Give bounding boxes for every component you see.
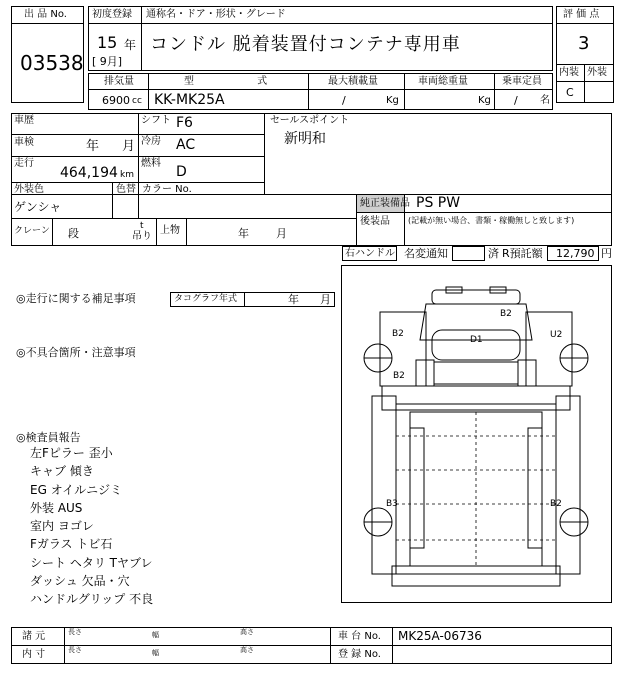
recycle-label: R預託額: [502, 247, 543, 260]
inspector-report-label: ◎検査員報告: [16, 431, 81, 444]
cc-unit: cc: [132, 96, 142, 106]
first-registration-label: 初度登録: [92, 9, 132, 20]
inspector-item: EG オイルニジミ: [30, 483, 123, 497]
steering-position: 右ハンドル: [345, 248, 395, 259]
inspector-item: ダッシュ 欠品・穴: [30, 574, 130, 588]
exterior-grade-label: 外装: [587, 67, 607, 78]
right-rail: [528, 428, 542, 548]
capacity-unit: 名: [540, 95, 550, 106]
max-load-unit: Kg: [386, 95, 399, 106]
km-unit: km: [120, 170, 134, 180]
year-unit: 年: [124, 38, 137, 52]
mark-b2-right: B2: [550, 499, 562, 509]
sales-point-text: 新明和: [284, 131, 326, 147]
mark-b2-top: B2: [500, 309, 512, 319]
mark-b2-left-lower: B2: [393, 371, 405, 381]
color-change-label: 色替: [116, 184, 136, 195]
option-list: PS PW: [416, 195, 461, 211]
max-load-label: 最大積載量: [328, 76, 378, 87]
inspector-item: 室内 ヨゴレ: [30, 519, 94, 533]
length-label: 長さ: [68, 628, 82, 636]
tachograph-year-unit: 年: [288, 293, 299, 306]
tachograph-month-unit: 月: [320, 293, 331, 306]
recycle-amount: 12,790: [556, 247, 595, 260]
option-label: 純正装備品: [360, 198, 410, 209]
cab-rear: [382, 386, 570, 410]
inspection-year-unit: 年: [86, 139, 100, 154]
height-label: 高さ: [240, 628, 254, 636]
recycle-status: 済: [488, 247, 499, 260]
mark-b3: B3: [386, 499, 398, 509]
fuel-value: D: [176, 164, 187, 180]
first-registration-year: 15: [97, 33, 118, 52]
mark-b2-left-upper: B2: [392, 329, 404, 339]
mileage-label: 走行: [14, 158, 34, 169]
gross-weight-unit: Kg: [478, 95, 491, 106]
shift-value: F6: [176, 115, 193, 131]
interior-width-label: 幅: [152, 649, 159, 657]
exterior-color-label: 外装色: [14, 184, 44, 195]
inspector-item: Fガラス トビ石: [30, 537, 113, 551]
width-label: 幅: [152, 631, 159, 639]
upper-body-label: 上物: [160, 225, 180, 236]
max-load-separator: /: [342, 94, 346, 107]
sales-point-label: セールスポイント: [270, 115, 350, 126]
chassis-number-label: 車 台 No.: [338, 631, 381, 642]
mileage-value: 464,194: [60, 165, 118, 181]
interior-height-label: 高さ: [240, 646, 254, 654]
left-pillar: [416, 360, 434, 386]
registration-number-label: 登 録 No.: [338, 649, 381, 660]
inspector-item: 外装 AUS: [30, 501, 83, 515]
driving-notes-label: ◎走行に関する補足事項: [16, 292, 136, 305]
crane-lift-unit: 吊り: [132, 231, 152, 242]
aftermarket-label: 後装品: [360, 216, 390, 227]
inspector-item: キャブ 傾き: [30, 464, 94, 478]
interior-dimensions-label: 内 寸: [22, 649, 46, 660]
overall-rating: 3: [578, 33, 590, 54]
inspector-item: ハンドルグリップ 不良: [30, 592, 154, 606]
mark-d1: D1: [470, 335, 483, 345]
right-pillar: [518, 360, 536, 386]
ac-label: 冷房: [141, 136, 161, 147]
gross-weight-label: 車両総重量: [418, 76, 468, 87]
inspection-label: 車検: [14, 137, 34, 148]
mark-u2: U2: [550, 330, 563, 340]
first-registration-month: [ 9月]: [92, 55, 123, 68]
vehicle-name-label: 通称名・ドア・形状・グレード: [146, 9, 286, 20]
color-number-label: カラー No.: [142, 184, 192, 195]
displacement-label: 排気量: [104, 76, 134, 87]
right-side-panel: [556, 396, 580, 574]
displacement-value: 6900: [102, 94, 130, 107]
lot-number-label: 出 品 No.: [24, 9, 67, 20]
right-door: [526, 312, 572, 386]
inspection-month-unit: 月: [122, 139, 136, 154]
model-label: 型 式: [184, 76, 298, 87]
ac-value: AC: [176, 137, 196, 153]
shift-label: シフト: [141, 115, 171, 126]
capacity-label: 乗車定員: [502, 76, 542, 87]
yen-unit: 円: [601, 247, 612, 260]
defects-label: ◎不具合箇所・注意事項: [16, 346, 136, 359]
upper-month-unit: 月: [276, 227, 287, 240]
name-change-label: 名変通知: [404, 247, 448, 260]
inspector-item: 左Fピラー 歪小: [30, 446, 113, 460]
tachograph-label: タコグラフ年式: [174, 294, 238, 304]
rating-label: 評 価 点: [563, 9, 600, 20]
chassis-number: MK25A-06736: [398, 629, 482, 643]
interior-length-label: 長さ: [68, 646, 82, 654]
interior-grade: C: [566, 86, 574, 99]
crane-stage-unit: 段: [68, 227, 79, 240]
capacity-separator: /: [514, 94, 518, 107]
interior-grade-label: 内装: [559, 67, 579, 78]
upper-year-unit: 年: [238, 227, 249, 240]
dashboard: [434, 362, 518, 384]
fuel-label: 燃料: [141, 158, 161, 169]
model-code: KK-MK25A: [154, 92, 225, 108]
aftermarket-note: (記載が無い場合、書類・稼働無しと致します): [408, 216, 575, 225]
rear-bumper: [392, 566, 560, 586]
lot-number: 03538: [20, 51, 84, 75]
crane-ton-unit: t: [140, 221, 144, 231]
left-side-panel: [372, 396, 396, 574]
crane-label: クレーン: [14, 226, 50, 236]
inspector-item: シート ヘタリ Tヤブレ: [30, 556, 153, 570]
cargo-inner: [410, 412, 542, 566]
history-label: 車歴: [14, 115, 34, 126]
vehicle-name: コンドル 脱着装置付コンテナ専用車: [150, 34, 461, 55]
cab-roof: [432, 290, 520, 304]
dimensions-label: 諸 元: [22, 631, 46, 642]
exterior-color: ゲンシャ: [14, 200, 62, 214]
left-rail: [410, 428, 424, 548]
